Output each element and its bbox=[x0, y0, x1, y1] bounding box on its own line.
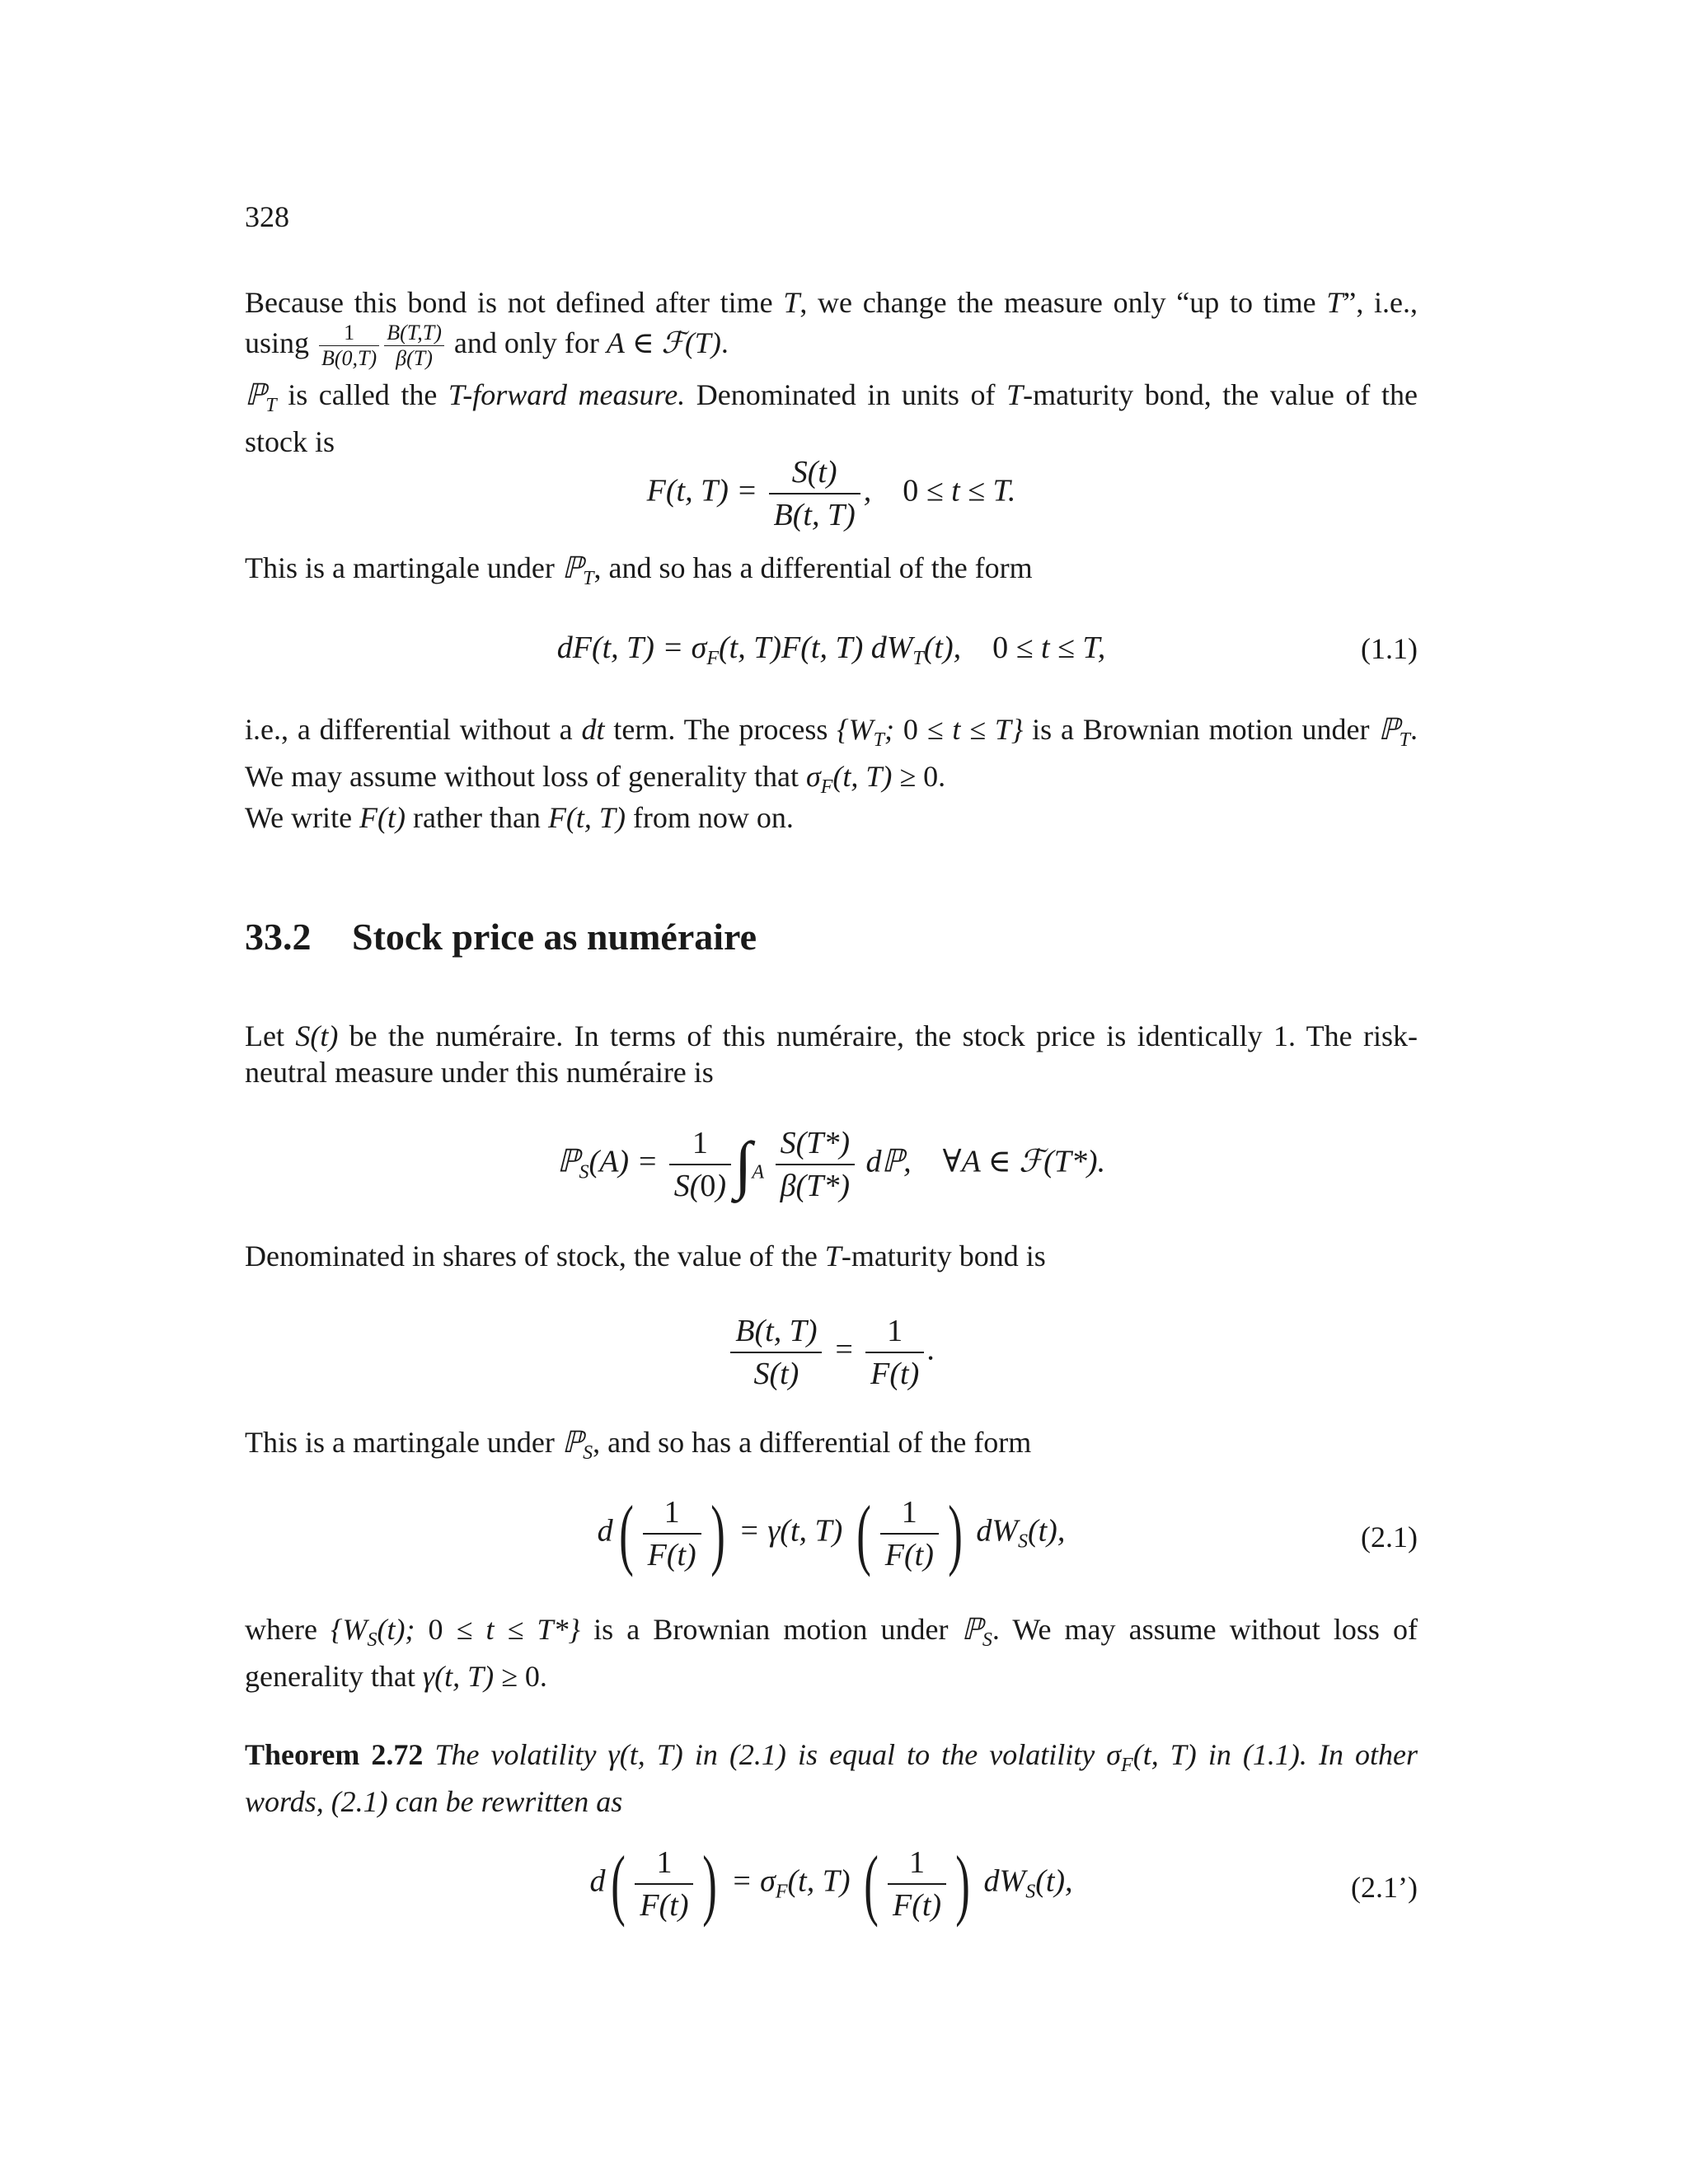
paragraph-measure-change: Because this bond is not defined after time T, we change the measure only “up to time T”, i.e., using $\frac{1}{B(0,T)}$ $\frac{B(T,T)}{\beta(T)}$ and only for A ∈ ℱ(T). bbox=[245, 286, 1418, 370]
equation-number-2-1: (2.1) bbox=[1361, 1521, 1418, 1554]
theorem-2-72: Theorem 2.72 The volatility γ(t, T) in (2.1) is equal to the volatility $\sigma_F(t$, T) in (1.1). In other words, (2.1) can be rewritten as bbox=[245, 1738, 1418, 1818]
paragraph-stock-numeraire: Let S(t) be the numéraire. In terms of this numéraire, the stock price is identically 1. The risk-neutral measure under this numéraire is bbox=[245, 1019, 1418, 1089]
paragraph-forward-measure: ℙ$_T$ is called the T-forward measure. Denominated in units of T-maturity bond, the value of the stock is bbox=[245, 378, 1418, 458]
equation-number-1-1: (1.1) bbox=[1361, 632, 1418, 665]
paragraph-notation: We write F(t) rather than F(t, T) from now on. bbox=[245, 801, 794, 834]
section-heading bbox=[245, 915, 757, 958]
equation-bond-ratio: $\frac{B(t, T)}{S(t)}$ = $\frac{1}{F(t)}$ . bbox=[245, 1310, 1418, 1401]
equation-2-1: d( $\frac{1}{F(t)}$ ) = γ(t, T) ( $\frac{1}{F(t)}$ ) $dW_S(t)$, (2.1) bbox=[597, 1489, 1418, 1577]
paragraph-brownian-forward: i.e., a differential without a dt term. The process {$W_T$; 0 ≤ t ≤ T} is a Brownian motion under ℙ$_T$. We may assume without loss of generality that $\sigma_F(t$, T) ≥ 0. bbox=[245, 713, 1418, 798]
equation-1-1: dF(t, $T) = \sigma_F(t$, T)F(t, T) $dW_T(t)$, 0 ≤ t ≤ T, (1.1) bbox=[556, 630, 1418, 669]
equation-number-2-1-prime: (2.1’) bbox=[1351, 1871, 1418, 1904]
equation-forward-price: F(t, T) = $\frac{S(t)}{B(t, T)}$ , 0 ≤ t ≤ T. bbox=[245, 452, 1418, 534]
page-number: 328 bbox=[245, 200, 289, 233]
paragraph-brownian-stock: where {$W_S(t)$; 0 ≤ t ≤ T*} is a Brownian motion under ℙ$_S$. We may assume without loss of generality that γ(t, T) ≥ 0. bbox=[245, 1613, 1418, 1693]
paragraph-martingale-stock: This is a martingale under ℙ$_S$, and so has a differential of the form bbox=[245, 1426, 1032, 1464]
theorem-label: Theorem 2.72 bbox=[245, 1738, 424, 1771]
equation-risk-neutral-measure: ℙ$_S$(A) = $\frac{1}{S(0)}$ $\int_A$ $\frac{S(T*)}{\beta(T*)}$ dℙ, ∀A ∈ ℱ(T*). bbox=[245, 1122, 1418, 1213]
section-title: Stock price as numéraire bbox=[352, 916, 757, 958]
paragraph-bond-in-shares: Denominated in shares of stock, the value of the T-maturity bond is bbox=[245, 1240, 1046, 1272]
equation-2-1-prime: d( $\frac{1}{F(t)}$ ) = $\sigma_F(t$, T) ( $\frac{1}{F(t)}$ ) $dW_S(t)$, (2.1’) bbox=[589, 1840, 1418, 1928]
section-number: 33.2 bbox=[245, 916, 312, 958]
paragraph-martingale-forward: This is a martingale under ℙ$_T$, and so has a differential of the form bbox=[245, 551, 1033, 589]
